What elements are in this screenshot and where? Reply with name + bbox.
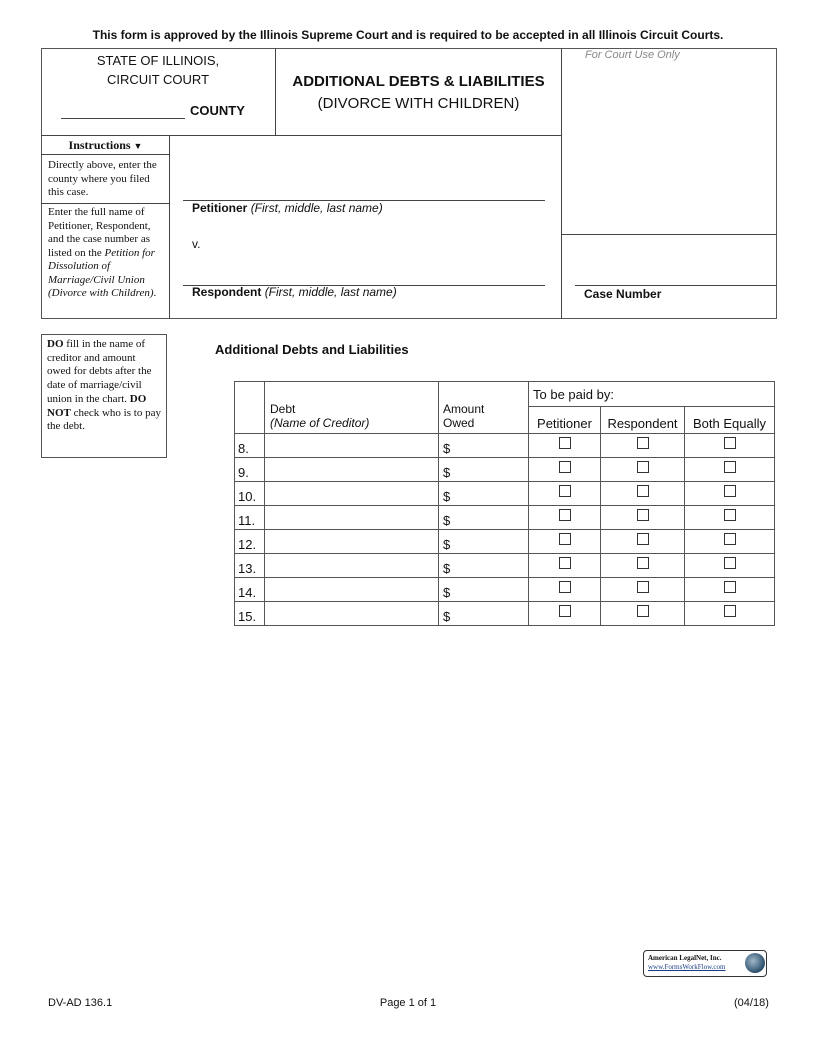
paid-by-petitioner-checkbox[interactable] bbox=[559, 437, 571, 449]
table-header-respondent: Respondent bbox=[601, 407, 685, 434]
paid-by-both-equally-checkbox[interactable] bbox=[724, 509, 736, 521]
debt-creditor-field[interactable] bbox=[265, 578, 439, 602]
paid-by-respondent-checkbox[interactable] bbox=[637, 461, 649, 473]
table-row bbox=[235, 554, 775, 578]
debt-creditor-field[interactable] bbox=[265, 554, 439, 578]
amount-owed-field[interactable]: $ bbox=[439, 530, 529, 554]
instructions-header: Instructions ▼ bbox=[68, 138, 143, 152]
row-number: 12. bbox=[235, 530, 265, 554]
petitioner-label: Petitioner (First, middle, last name) bbox=[192, 201, 383, 215]
paid-by-petitioner-checkbox[interactable] bbox=[559, 485, 571, 497]
table-header-paid-by: To be paid by: bbox=[529, 382, 775, 407]
caret-down-icon: ▼ bbox=[133, 141, 143, 151]
form-title: ADDITIONAL DEBTS & LIABILITIES bbox=[292, 73, 545, 90]
debts-table bbox=[234, 381, 775, 626]
paid-by-respondent-cell bbox=[601, 530, 685, 554]
amount-owed-field[interactable]: $ bbox=[439, 482, 529, 506]
paid-by-both-equally-cell bbox=[685, 434, 775, 458]
paid-by-petitioner-cell bbox=[529, 554, 601, 578]
table-row bbox=[235, 578, 775, 602]
paid-by-petitioner-checkbox[interactable] bbox=[559, 605, 571, 617]
amount-owed-field[interactable]: $ bbox=[439, 458, 529, 482]
paid-by-respondent-cell bbox=[601, 602, 685, 626]
logo-globe-icon bbox=[745, 953, 765, 973]
paid-by-both-equally-checkbox[interactable] bbox=[724, 533, 736, 545]
paid-by-petitioner-checkbox[interactable] bbox=[559, 533, 571, 545]
amount-owed-field[interactable]: $ bbox=[439, 506, 529, 530]
debt-creditor-field[interactable] bbox=[265, 482, 439, 506]
form-id: DV-AD 136.1 bbox=[48, 997, 113, 1009]
table-header-petitioner: Petitioner bbox=[529, 407, 601, 434]
side-instruction-box: DO fill in the name of creditor and amount owed for debts after the date of marriage/civil union in the chart. DO NOT check who is to pay the debt. bbox=[41, 334, 167, 458]
state-line: STATE OF ILLINOIS, bbox=[96, 53, 220, 68]
paid-by-both-equally-cell bbox=[685, 530, 775, 554]
paid-by-both-equally-cell bbox=[685, 578, 775, 602]
table-header-both-equally: Both Equally bbox=[685, 407, 775, 434]
paid-by-respondent-cell bbox=[601, 554, 685, 578]
row-number: 14. bbox=[235, 578, 265, 602]
table-row bbox=[235, 602, 775, 626]
table-row bbox=[235, 434, 775, 458]
page-number: Page 1 of 1 bbox=[379, 997, 437, 1009]
amount-owed-field[interactable]: $ bbox=[439, 434, 529, 458]
county-input-line[interactable] bbox=[61, 118, 185, 119]
american-legalnet-logo: American LegalNet, Inc. www.FormsWorkFlow.com bbox=[643, 950, 767, 977]
form-subtitle: (DIVORCE WITH CHILDREN) bbox=[317, 95, 520, 112]
paid-by-both-equally-checkbox[interactable] bbox=[724, 485, 736, 497]
debt-creditor-field[interactable] bbox=[265, 458, 439, 482]
table-header-debt: Debt (Name of Creditor) bbox=[265, 382, 439, 434]
table-header-amount: Amount Owed bbox=[439, 382, 529, 434]
row-number: 10. bbox=[235, 482, 265, 506]
paid-by-both-equally-checkbox[interactable] bbox=[724, 605, 736, 617]
debt-creditor-field[interactable] bbox=[265, 506, 439, 530]
paid-by-respondent-cell bbox=[601, 458, 685, 482]
amount-owed-field[interactable]: $ bbox=[439, 578, 529, 602]
paid-by-both-equally-checkbox[interactable] bbox=[724, 557, 736, 569]
paid-by-respondent-checkbox[interactable] bbox=[637, 533, 649, 545]
paid-by-respondent-cell bbox=[601, 434, 685, 458]
section-title: Additional Debts and Liabilities bbox=[215, 342, 409, 357]
paid-by-both-equally-cell bbox=[685, 554, 775, 578]
row-number: 13. bbox=[235, 554, 265, 578]
paid-by-petitioner-cell bbox=[529, 530, 601, 554]
paid-by-respondent-cell bbox=[601, 482, 685, 506]
table-row bbox=[235, 482, 775, 506]
debt-creditor-field[interactable] bbox=[265, 602, 439, 626]
paid-by-respondent-checkbox[interactable] bbox=[637, 605, 649, 617]
row-number: 11. bbox=[235, 506, 265, 530]
debt-creditor-field[interactable] bbox=[265, 434, 439, 458]
paid-by-both-equally-cell bbox=[685, 506, 775, 530]
paid-by-both-equally-cell bbox=[685, 602, 775, 626]
paid-by-petitioner-cell bbox=[529, 506, 601, 530]
paid-by-respondent-checkbox[interactable] bbox=[637, 509, 649, 521]
paid-by-petitioner-checkbox[interactable] bbox=[559, 581, 571, 593]
table-row bbox=[235, 506, 775, 530]
table-row bbox=[235, 458, 775, 482]
court-use-label: For Court Use Only bbox=[585, 49, 680, 61]
paid-by-petitioner-cell bbox=[529, 458, 601, 482]
approval-notice: This form is approved by the Illinois Supreme Court and is required to be accepted in all Illinois Circuit Courts. bbox=[92, 28, 724, 42]
paid-by-respondent-cell bbox=[601, 578, 685, 602]
paid-by-both-equally-checkbox[interactable] bbox=[724, 461, 736, 473]
paid-by-respondent-checkbox[interactable] bbox=[637, 557, 649, 569]
instruction-names: Enter the full name of Petitioner, Respondent, and the case number as listed on the Petition for Dissolution of Marriage/Civil Union (Divorce with Children). bbox=[48, 206, 157, 299]
paid-by-both-equally-checkbox[interactable] bbox=[724, 437, 736, 449]
revision-date: (04/18) bbox=[734, 997, 769, 1009]
paid-by-respondent-checkbox[interactable] bbox=[637, 581, 649, 593]
row-number: 15. bbox=[235, 602, 265, 626]
paid-by-both-equally-cell bbox=[685, 482, 775, 506]
paid-by-both-equally-checkbox[interactable] bbox=[724, 581, 736, 593]
paid-by-respondent-checkbox[interactable] bbox=[637, 437, 649, 449]
debt-creditor-field[interactable] bbox=[265, 530, 439, 554]
paid-by-petitioner-cell bbox=[529, 602, 601, 626]
county-label: COUNTY bbox=[190, 103, 245, 118]
row-number: 8. bbox=[235, 434, 265, 458]
amount-owed-field[interactable]: $ bbox=[439, 554, 529, 578]
paid-by-petitioner-checkbox[interactable] bbox=[559, 461, 571, 473]
instruction-county: Directly above, enter the county where you filed this case. bbox=[48, 159, 157, 198]
table-header-num bbox=[235, 382, 265, 434]
paid-by-petitioner-cell bbox=[529, 482, 601, 506]
respondent-label: Respondent (First, middle, last name) bbox=[192, 285, 397, 299]
court-line: CIRCUIT COURT bbox=[106, 72, 210, 87]
amount-owed-field[interactable]: $ bbox=[439, 602, 529, 626]
paid-by-petitioner-cell bbox=[529, 434, 601, 458]
paid-by-petitioner-checkbox[interactable] bbox=[559, 557, 571, 569]
paid-by-respondent-cell bbox=[601, 506, 685, 530]
paid-by-both-equally-cell bbox=[685, 458, 775, 482]
case-number-label: Case Number bbox=[584, 287, 662, 301]
versus-label: v. bbox=[192, 237, 201, 251]
paid-by-respondent-checkbox[interactable] bbox=[637, 485, 649, 497]
paid-by-petitioner-checkbox[interactable] bbox=[559, 509, 571, 521]
table-row bbox=[235, 530, 775, 554]
row-number: 9. bbox=[235, 458, 265, 482]
paid-by-petitioner-cell bbox=[529, 578, 601, 602]
